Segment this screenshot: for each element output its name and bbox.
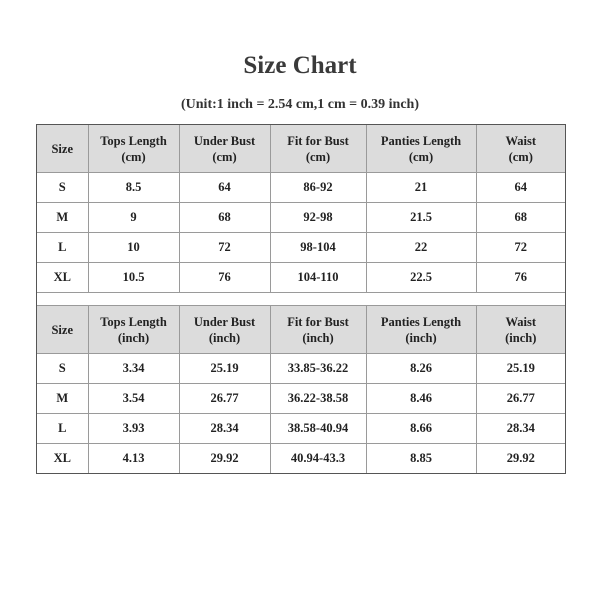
header-waist: Waist (inch) (476, 306, 565, 354)
cell-under-bust: 76 (179, 263, 270, 293)
header-panties-length: Panties Length (cm) (366, 125, 476, 173)
header-row (37, 125, 565, 173)
cell-under-bust: 25.19 (179, 354, 270, 384)
cell-tops-length: 3.93 (88, 414, 179, 444)
cell-waist: 28.34 (476, 414, 565, 444)
unit-note: (Unit:1 inch = 2.54 cm,1 cm = 0.39 inch) (181, 97, 419, 112)
cell-under-bust: 28.34 (179, 414, 270, 444)
cell-under-bust: 26.77 (179, 384, 270, 414)
cell-fit-for-bust: 38.58-40.94 (270, 414, 366, 444)
cell-tops-length: 8.5 (88, 173, 179, 203)
table-row (37, 263, 565, 293)
cell-waist: 68 (476, 203, 565, 233)
header-waist: Waist (cm) (476, 125, 565, 173)
cell-size: XL (37, 263, 88, 293)
header-tops-length: Tops Length (cm) (88, 125, 179, 173)
header-size: Size (37, 125, 88, 173)
cell-size: M (37, 384, 88, 414)
cell-size: M (37, 203, 88, 233)
cell-panties-length: 8.46 (366, 384, 476, 414)
cell-waist: 25.19 (476, 354, 565, 384)
cell-waist: 29.92 (476, 444, 565, 474)
cell-fit-for-bust: 40.94-43.3 (270, 444, 366, 474)
cell-panties-length: 21.5 (366, 203, 476, 233)
cell-under-bust: 29.92 (179, 444, 270, 474)
cell-size: S (37, 173, 88, 203)
table-row (37, 444, 565, 474)
cell-fit-for-bust: 104-110 (270, 263, 366, 293)
cell-panties-length: 8.85 (366, 444, 476, 474)
cell-under-bust: 68 (179, 203, 270, 233)
cell-size: XL (37, 444, 88, 474)
cell-panties-length: 8.26 (366, 354, 476, 384)
cell-panties-length: 22.5 (366, 263, 476, 293)
cell-tops-length: 3.54 (88, 384, 179, 414)
cell-waist: 72 (476, 233, 565, 263)
cell-panties-length: 22 (366, 233, 476, 263)
cell-panties-length: 8.66 (366, 414, 476, 444)
header-fit-for-bust: Fit for Bust (cm) (270, 125, 366, 173)
header-under-bust: Under Bust (cm) (179, 125, 270, 173)
cell-tops-length: 4.13 (88, 444, 179, 474)
cell-under-bust: 64 (179, 173, 270, 203)
cell-tops-length: 9 (88, 203, 179, 233)
cell-fit-for-bust: 86-92 (270, 173, 366, 203)
cell-under-bust: 72 (179, 233, 270, 263)
cell-fit-for-bust: 92-98 (270, 203, 366, 233)
cell-waist: 26.77 (476, 384, 565, 414)
header-tops-length: Tops Length (inch) (88, 306, 179, 354)
cell-panties-length: 21 (366, 173, 476, 203)
cell-fit-for-bust: 98-104 (270, 233, 366, 263)
table-row (37, 233, 565, 263)
cell-tops-length: 10.5 (88, 263, 179, 293)
cell-tops-length: 3.34 (88, 354, 179, 384)
cell-tops-length: 10 (88, 233, 179, 263)
header-size: Size (37, 306, 88, 354)
header-row (37, 306, 565, 354)
table-row (37, 173, 565, 203)
header-panties-length: Panties Length (inch) (366, 306, 476, 354)
table-row (37, 414, 565, 444)
table-separator (37, 295, 565, 305)
page-title: Size Chart (243, 52, 357, 79)
size-chart-frame (36, 124, 566, 474)
cell-waist: 76 (476, 263, 565, 293)
size-table-inch (37, 305, 565, 473)
cell-size: L (37, 414, 88, 444)
table-row (37, 203, 565, 233)
size-table-cm (37, 125, 565, 293)
cell-fit-for-bust: 33.85-36.22 (270, 354, 366, 384)
cell-size: L (37, 233, 88, 263)
table-row (37, 354, 565, 384)
table-row (37, 384, 565, 414)
cell-fit-for-bust: 36.22-38.58 (270, 384, 366, 414)
header-fit-for-bust: Fit for Bust (inch) (270, 306, 366, 354)
header-under-bust: Under Bust (inch) (179, 306, 270, 354)
cell-size: S (37, 354, 88, 384)
cell-waist: 64 (476, 173, 565, 203)
